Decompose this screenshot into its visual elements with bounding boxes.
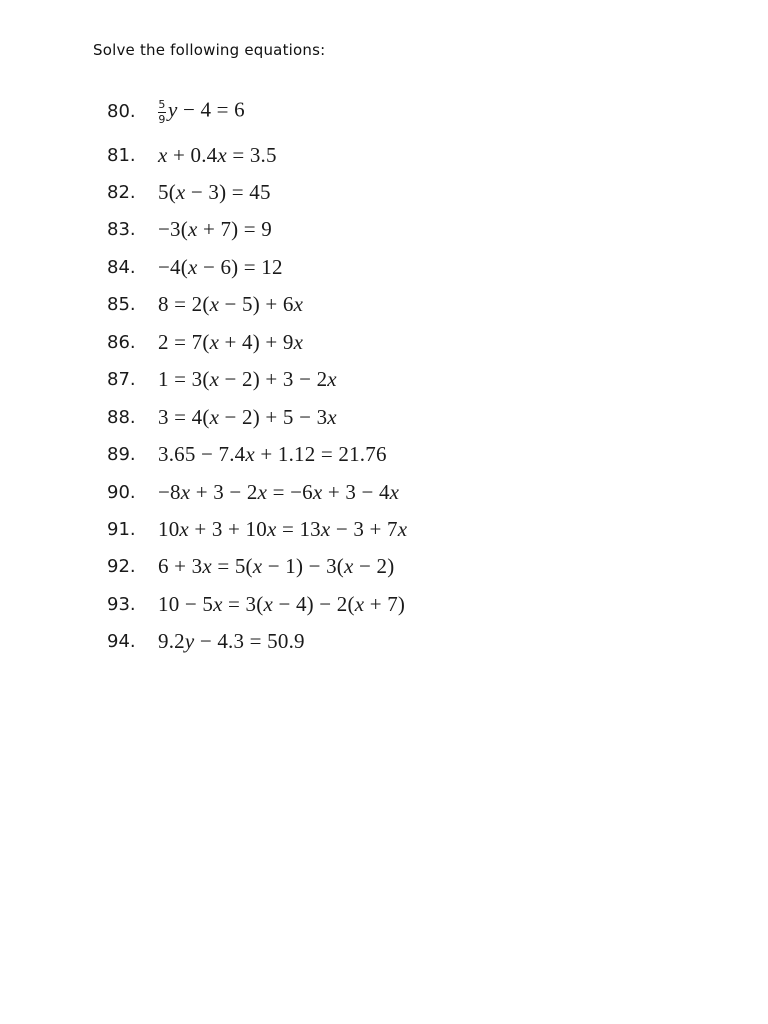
problem-item — [107, 400, 337, 434]
problem-equation: 1 = 3(x − 2) + 3 − 2x — [158, 367, 337, 392]
problem-item — [107, 175, 271, 209]
problem-number: 89. — [107, 444, 136, 466]
problem-item — [107, 213, 272, 247]
problem-equation: 3.65 − 7.4x + 1.12 = 21.76 — [158, 442, 387, 467]
problem-item — [107, 325, 303, 359]
problem-number: 83. — [107, 219, 136, 241]
problem-equation: 2 = 7(x + 4) + 9x — [158, 329, 304, 354]
problem-item — [107, 475, 399, 509]
problem-item — [107, 94, 245, 128]
instructions-text: Solve the following equations: — [93, 41, 326, 59]
problem-equation — [158, 97, 245, 126]
problem-item — [107, 288, 303, 322]
problem-item — [107, 587, 405, 621]
problem-number: 81. — [107, 144, 136, 166]
problem-number: 94. — [107, 631, 136, 653]
problem-equation: 6 + 3x = 5(x − 1) − 3(x − 2) — [158, 554, 395, 579]
problem-number: 93. — [107, 593, 136, 615]
problem-number: 91. — [107, 519, 136, 540]
problem-item — [107, 550, 394, 584]
problem-item — [107, 250, 283, 284]
problem-equation: −4(x − 6) = 12 — [158, 254, 283, 279]
problem-item — [107, 138, 277, 172]
equation-rest: y − 4 = 6 — [168, 96, 245, 121]
problem-number: 86. — [107, 331, 136, 353]
problem-item — [107, 363, 337, 397]
problem-number: 84. — [107, 256, 136, 278]
problem-number: 90. — [107, 481, 136, 503]
problem-equation: 8 = 2(x − 5) + 6x — [158, 292, 304, 317]
problem-number: 87. — [107, 369, 136, 391]
fraction — [158, 99, 166, 126]
problem-item — [107, 513, 407, 547]
fraction-denominator: 9 — [158, 112, 166, 126]
problem-equation: 5(x − 3) = 45 — [158, 179, 271, 204]
problem-equation: x + 0.4x = 3.5 — [158, 142, 277, 167]
problem-number: 80. — [107, 100, 136, 122]
problem-equation: −8x + 3 − 2x = −6x + 3 − 4x — [158, 479, 400, 504]
problem-number: 82. — [107, 181, 136, 203]
fraction-numerator: 5 — [158, 97, 166, 111]
problem-equation: 10x + 3 + 10x = 13x − 3 + 7x — [158, 517, 408, 541]
problem-number: 88. — [107, 406, 136, 428]
problem-item — [107, 438, 387, 472]
problem-equation: −3(x + 7) = 9 — [158, 217, 272, 242]
problem-equation: 3 = 4(x − 2) + 5 − 3x — [158, 404, 337, 429]
problem-equation: 10 − 5x = 3(x − 4) − 2(x + 7) — [158, 591, 406, 616]
problem-number: 92. — [107, 556, 136, 578]
problem-equation: 9.2y − 4.3 = 50.9 — [158, 629, 305, 654]
problem-item — [107, 625, 305, 659]
problem-number: 85. — [107, 294, 136, 316]
